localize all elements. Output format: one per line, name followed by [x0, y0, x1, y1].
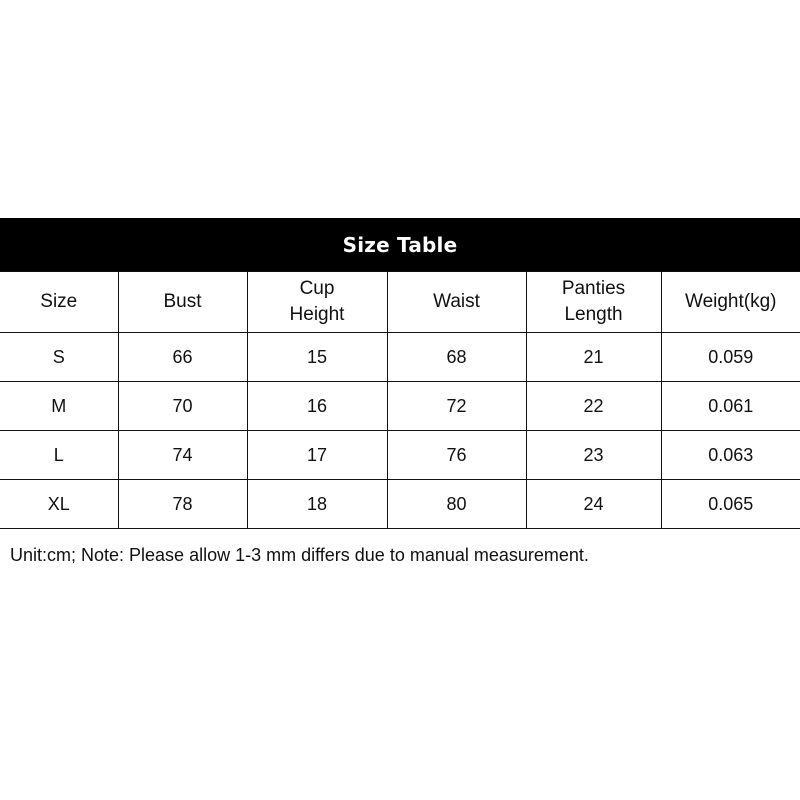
cell-cup-height: 18 — [247, 480, 387, 529]
cell-waist: 76 — [387, 431, 526, 480]
cell-cup-height: 16 — [247, 382, 387, 431]
cell-bust: 74 — [118, 431, 247, 480]
column-header-size: Size — [0, 272, 118, 333]
cell-weight: 0.065 — [661, 480, 800, 529]
cell-panties-length: 24 — [526, 480, 661, 529]
table-header-row — [0, 272, 800, 333]
column-header-cup-height — [247, 272, 387, 333]
cell-waist: 72 — [387, 382, 526, 431]
cell-panties-length: 22 — [526, 382, 661, 431]
column-header-panties-length — [526, 272, 661, 333]
size-table — [0, 271, 800, 529]
table-row — [0, 431, 800, 480]
cell-cup-height: 17 — [247, 431, 387, 480]
cell-bust: 78 — [118, 480, 247, 529]
cell-size: L — [0, 431, 118, 480]
table-row — [0, 382, 800, 431]
cell-weight: 0.063 — [661, 431, 800, 480]
measurement-note: Unit:cm; Note: Please allow 1-3 mm differs due to manual measurement. — [10, 545, 589, 565]
cell-bust: 70 — [118, 382, 247, 431]
column-header-bust: Bust — [118, 272, 247, 333]
cell-weight: 0.061 — [661, 382, 800, 431]
column-header-cup-height-text: Cup Height — [289, 278, 345, 325]
cell-waist: 80 — [387, 480, 526, 529]
table-row — [0, 480, 800, 529]
cell-weight: 0.059 — [661, 333, 800, 382]
size-table-container — [0, 218, 800, 529]
cell-cup-height: 15 — [247, 333, 387, 382]
table-row — [0, 333, 800, 382]
cell-size: XL — [0, 480, 118, 529]
table-title: Size Table — [0, 218, 800, 271]
column-header-weight: Weight(kg) — [661, 272, 800, 333]
column-header-panties-length-text: Panties Length — [561, 278, 626, 325]
column-header-waist: Waist — [387, 272, 526, 333]
cell-panties-length: 23 — [526, 431, 661, 480]
cell-size: S — [0, 333, 118, 382]
cell-bust: 66 — [118, 333, 247, 382]
cell-waist: 68 — [387, 333, 526, 382]
cell-panties-length: 21 — [526, 333, 661, 382]
cell-size: M — [0, 382, 118, 431]
